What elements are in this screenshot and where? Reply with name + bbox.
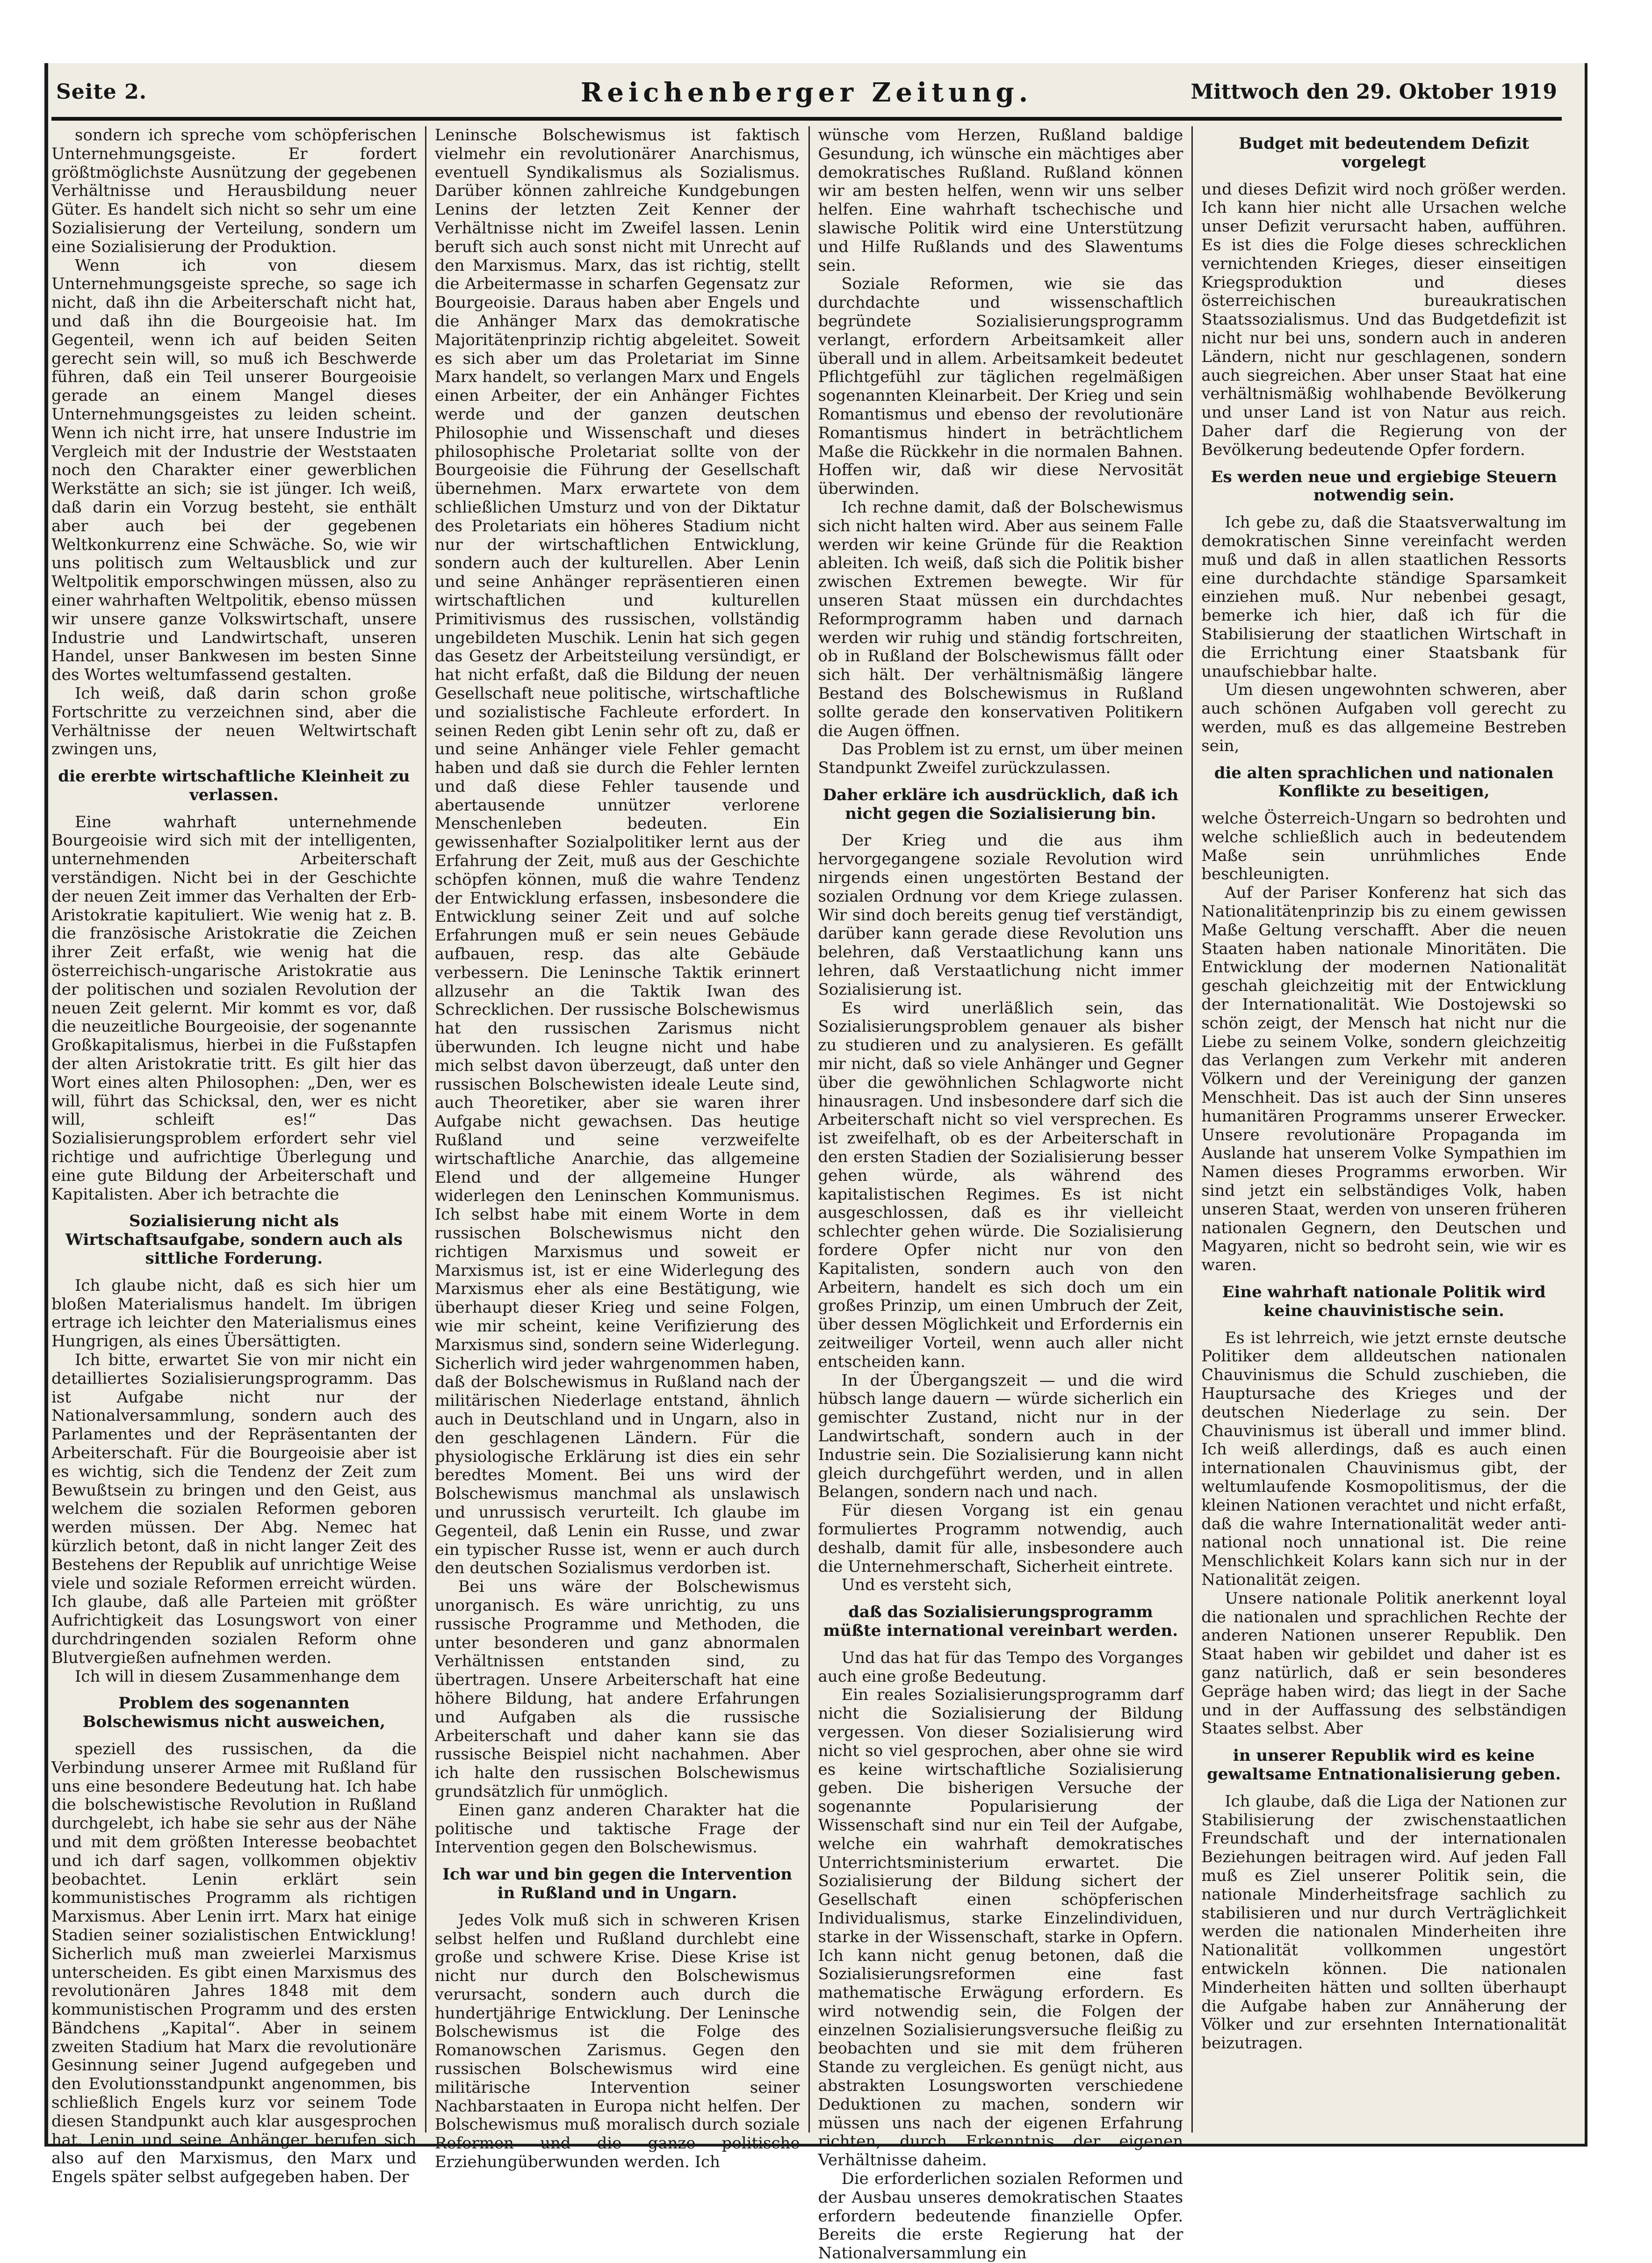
- article-paragraph: wünsche vom Herzen, Rußland baldige Gesundung, ich wünsche ein mächtiges aber demokratisches Rußland. Rußland können wir am besten helfen, wenn wir uns selber helfen. Eine wahrhaft tschechische und slawische Politik wird eine Unterstützung und Hilfe Rußlands und des Slawentums sein.: [818, 126, 1183, 275]
- article-paragraph: Ich glaube, daß die Liga der Nationen zur Stabilisierung der zwischenstaatlichen Freundschaft und der internationalen Beziehungen beitragen wird. Auf jeden Fall muß es Ziel unserer Politik sein, die nationale Minderheitsfrage sachlich zu stabilisieren und nur durch Verträglichkeit werden die nationalen Minderheiten ihre Nationalität vollkommen ungestört entwickeln können. Die nationalen Minderheiten hätten und sollten überhaupt die Aufgabe haben zur Annäherung der Völker und zur ersehnten Internationalität beizutragen.: [1201, 1792, 1566, 2053]
- article-paragraph: speziell des russischen, da die Verbindung unserer Armee mit Rußland für uns eine besondere Bedeutung hat. Ich habe die bolschewistische Revolution in Rußland durchgelebt, ich habe sie sehr aus der Nähe und mit dem größten Interesse beobachtet und ich darf sagen, vollkommen objektiv beobachtet. Lenin erklärt sein kommunistisches Programm als richtigen Marxismus. Aber Lenin irrt. Marx hat einige Stadien seiner sozialistischen Entwicklung! Sicherlich muß man zweierlei Marxismus unterscheiden. Es gibt einen Marxismus des revolutionären Jahres 1848 mit dem kommunistischen Programm und des ersten Bändchens „Kapital“. Aber in seinem zweiten Stadium hat Marx die revolutionäre Gesinnung seiner Jugend aufgegeben und den Evolutionsstandpunkt angenommen, bis schließlich Engels kurz vor seinem Tode diesen Standpunkt auch klar ausgesprochen hat. Lenin und seine Anhänger berufen sich also auf den Marxismus, den Marx und Engels später selbst aufgegeben haben. Der: [51, 1739, 417, 2187]
- article-paragraph: Für diesen Vorgang ist ein genau formuliertes Programm notwendig, auch deshalb, damit für alle, insbesondere auch die Unternehmerschaft, Sicherheit eintrete.: [818, 1501, 1183, 1576]
- page-header: [51, 77, 1562, 110]
- article-paragraph: Um diesen ungewohnten schweren, aber auch schönen Aufgaben voll gerecht zu werden, muß es das allgemeine Bestreben sein,: [1201, 680, 1566, 755]
- article-paragraph: Ich weiß, daß darin schon große Fortschritte zu verzeichnen sind, aber die Verhältnisse der neuen Weltwirtschaft zwingen uns,: [51, 684, 417, 759]
- article-paragraph: Einen ganz anderen Charakter hat die politische und taktische Frage der Intervention gegen den Bolschewismus.: [434, 1800, 800, 1857]
- article-paragraph: und dieses Defizit wird noch größer werden. Ich kann hier nicht alle Ursachen welche unser Defizit verursacht haben, aufführen. Es ist dies die Folge dieses schrecklichen vernichtenden Krieges, dieser einseitigen Kriegsproduktion und dieses österreichischen bureaukratischen Staatssozialismus. Und das Budgetdefizit ist nicht nur bei uns, sondern auch in anderen Ländern, nicht nur geschlagenen, sondern auch siegreichen. Aber unser Staat hat eine verhältnismäßig wohlhabende Bevölkerung und unser Land ist von Natur aus reich. Daher darf die Regierung von der Bevölkerung bedeutende Opfer fordern.: [1201, 180, 1566, 459]
- article-paragraph: Ich rechne damit, daß der Bolschewismus sich nicht halten wird. Aber aus seinem Falle werden wir keine Gründe für die Reaktion ableiten. Ich weiß, daß sich die Politik bisher zwischen Extremen bewegte. Wir für unseren Staat müssen ein durchdachtes Reformprogramm haben und darnach werden wir ruhig und ständig fortschreiten, ob in Rußland der Bolschewismus fällt oder sich hält. Der verhältnismäßig längere Bestand des Bolschewismus in Rußland sollte gerade den konservativen Politikern die Augen öffnen.: [818, 498, 1183, 740]
- article-paragraph: Ich glaube nicht, daß es sich hier um bloßen Materialismus handelt. Im übrigen ertrage ich leichter den Materialismus eines Hungrigen, als eines Übersättigten.: [51, 1276, 417, 1351]
- article-column: [434, 126, 800, 2172]
- section-heading: Eine wahrhaft nationale Politik wird keine chauvinistische sein.: [1222, 1283, 1546, 1320]
- article-paragraph: Ich will in diesem Zusammenhange dem: [75, 1667, 400, 1686]
- newspaper-masthead: Reichenberger Zeitung.: [580, 77, 1033, 108]
- article-paragraph: Auf der Pariser Konferenz hat sich das Nationalitätenprinzip bis zu einem gewissen Maße Geltung verschafft. Aber die neuen Staaten haben nationale Minoritäten. Die Entwicklung der modernen Nationalität geschah gleichzeitig mit der Entwicklung der Internationalität. Wie Dostojewski so schön zeigt, der Mensch hat nicht nur die Liebe zu seinem Volke, sondern gleichzeitig das Verlangen zum Verkehr mit anderen Völkern und der Vereinigung der ganzen Menschheit. Das ist auch der Sinn unseres humanitären Programms unserer Erwecker. Unsere revolutionäre Propaganda im Auslande hat unserem Volke Sympathien im Namen dieses Programms erworben. Wir sind jetzt ein selbständiges Volk, haben unseren Staat, werden von unseren früheren nationalen Gegnern, den Deutschen und Magyaren, nicht so bedroht sein, wie wir es waren.: [1201, 883, 1566, 1275]
- article-paragraph: Wenn ich von diesem Unternehmungsgeiste spreche, so sage ich nicht, daß ihn die Arbeiterschaft nicht hat, und daß ihn die Bourgeoisie hat. Im Gegenteil, wenn ich auf beiden Seiten gerecht sein will, so muß ich Beschwerde führen, daß ein Teil unserer Bourgeoisie gerade an einem Mangel dieses Unternehmungsgeistes zu leiden scheint. Wenn ich nicht irre, hat unsere Industrie im Vergleich mit der Industrie der Weststaaten noch den Charakter einer gewerblichen Werkstätte an sich; sie ist jünger. Ich weiß, daß darin ein Vorzug besteht, sie enthält aber auch bei der gegebenen Weltkonkurrenz eine Schwäche. So, wie wir uns politisch zum Weltausblick und zur Weltpolitik emporschwingen müssen, also zu einer wahrhaften Weltpolitik, ebenso müssen wir unsere ganze Volkswirtschaft, unsere Industrie und Landwirtschaft, unseren Handel, unser Bankwesen im besten Sinne des Wortes weltumfassend gestalten.: [51, 256, 417, 685]
- section-heading: die alten sprachlichen und nationalen Konflikte zu beseitigen,: [1214, 763, 1554, 801]
- article-paragraph: Jedes Volk muß sich in schweren Krisen selbst helfen und Rußland durchlebt eine große und schwere Krise. Diese Krise ist nicht nur durch den Bolschewismus verursacht, sondern auch durch die hundertjährige Entwicklung. Der Leninsche Bolschewismus ist die Folge des Romanowschen Zarismus. Gegen den russischen Bolschewismus wird eine militärische Intervention seiner Nachbarstaaten in Europa nicht helfen. Der Bolschewismus muß moralisch durch soziale Reformen und die ganze politische Erziehungüberwunden werden. Ich: [434, 1910, 800, 2172]
- article-paragraph: In der Übergangszeit — und die wird hübsch lange dauern — würde sicherlich ein gemischter Zustand, nicht nur in der Landwirtschaft, sondern auch in der Industrie sein. Die Sozialisierung kann nicht gleich durchgeführt werden, und in allen Belangen, sondern nach und nach.: [818, 1371, 1183, 1502]
- header-rule: [51, 117, 1562, 121]
- article-column: [51, 126, 417, 2187]
- article-paragraph: Ein reales Sozialisierungsprogramm darf nicht die Sozialisierung der Bildung vergessen. Von dieser Sozialisierung wird nicht so viel gesprochen, aber ohne sie wird es keine wirtschaftliche Sozialisierung geben. Die bisherigen Versuche der sogenannte Popularisierung der Wissenschaft sind nur ein Teil der Aufgabe, welche ein wahrhaft demokratisches Unterrichtsministerium erwartet. Die Sozialisierung der Bildung sichert der Gesellschaft einen schöpferischen Individualismus, starke Einzelindividuen, starke in der Wissenschaft, starke in Opfern. Ich kann nicht genug betonen, daß die Sozialisierungsreformen eine fast mathematische Erwägung erfordern. Es wird notwendig sein, die Folgen der einzelnen Sozialisierungsversuche fleißig zu beobachten und sie mit dem früheren Stande zu vergleichen. Es genügt nicht, aus abstrakten Losungsworten verschiedene Deduktionen zu machen, sondern wir müssen uns nach der eigenen Erfahrung richten, durch Erkenntnis der eigenen Verhältnisse daheim.: [818, 1685, 1183, 2170]
- article-paragraph: Das Problem ist zu ernst, um über meinen Standpunkt Zweifel zurückzulassen.: [818, 740, 1183, 778]
- section-heading: Budget mit bedeutendem Defizit vorgelegt: [1239, 134, 1529, 172]
- section-heading: daß das Sozialisierungsprogramm müßte international vereinbart werden.: [823, 1603, 1178, 1640]
- article-paragraph: Bei uns wäre der Bolschewismus unorganisch. Es wäre unrichtig, zu uns russische Programme und Methoden, die unter besonderen und ganz abnormalen Verhältnissen entstanden sind, zu übertragen. Unsere Arbeiterschaft hat eine höhere Bildung, hat andere Erfahrungen und Aufgaben als die russische Arbeiterschaft und daher kann sie das russische Beispiel nicht nachahmen. Aber ich halte den russischen Bolschewismus grundsätzlich für unmöglich.: [434, 1577, 800, 1801]
- article-paragraph: welche Österreich-Ungarn so bedrohten und welche schließlich auch in bedeutendem Maße sein unrühmliches Ende beschleunigten.: [1201, 809, 1566, 884]
- issue-date: Mittwoch den 29. Oktober 1919: [1190, 80, 1557, 104]
- article-paragraph: Die erforderlichen sozialen Reformen und der Ausbau unseres demokratischen Staates erfordern bedeutende finanzielle Opfer. Bereits die erste Regierung hat der Nationalversammlung ein: [818, 2169, 1183, 2263]
- article-paragraph: Eine wahrhaft unternehmende Bourgeoisie wird sich mit der intelligenten, unternehmenden Arbeiterschaft verständigen. Nicht bei in der Geschichte der neuen Zeit immer das Verhalten der Erb-Aristokratie kapituliert. Wie wenig hat z. B. die französische Aristokratie die Zeichen ihrer Zeit erfaßt, wie wenig hat die österreichisch-ungarische Aristokratie aus der politischen und sozialen Revolution der neuen Zeit gelernt. Mir kommt es vor, daß die neuzeitliche Bourgeoisie, der sogenannte Großkapitalismus, hierbei in die Fußstapfen der alten Aristokratie tritt. Es gilt hier das Wort eines alten Philosophen: „Den, wer es will, führt das Schicksal, den, wer es nicht will, schleift es!“ Das Sozialisierungsproblem erfordert sehr viel richtige und aufrichtige Überlegung und eine gute Bildung der Arbeiterschaft und Kapitalisten. Aber ich betrachte die: [51, 812, 417, 1204]
- article-paragraph: Es wird unerläßlich sein, das Sozialisierungsproblem genauer als bisher zu studieren und zu analysieren. Es gefällt mir nicht, daß so viele Anhänger und Gegner über die gewöhnlichen Schlagworte nicht hinausragen. Und insbesondere darf sich die Arbeiterschaft nicht so viel versprechen. Es ist zweifelhaft, ob es der Arbeiterschaft in den ersten Stadien der Sozialisierung besser gehen würde, als während des kapitalistischen Regimes. Es ist nicht ausgeschlossen, daß es ihr vielleicht schlechter gehen würde. Die Sozialisierung fordere Opfer nicht nur von den Kapitalisten, sondern auch von den Arbeitern, handelt es sich doch um ein großes Prinzip, um einen Umbruch der Zeit, über dessen Möglichkeit und Erfordernis ein zeitweiliger Vorteil, wenn auch aller nicht entscheiden kann.: [818, 998, 1183, 1371]
- article-paragraph: Ich gebe zu, daß die Staatsverwaltung im demokratischen Sinne vereinfacht werden muß und daß in allen staatlichen Ressorts eine durchdachte ständige Sparsamkeit einziehen muß. Nur nebenbei gesagt, bemerke ich hier, daß ich für die Stabilisierung der staatlichen Wirtschaft in die Errichtung einer Staatsbank für unaufschiebbar halte.: [1201, 513, 1566, 681]
- article-paragraph: Leninsche Bolschewismus ist faktisch vielmehr ein revolutionärer Anarchismus, eventuell Syndikalismus als Sozialismus. Darüber können zahlreiche Kundgebungen Lenins der letzten Zeit Kenner der Verhältnisse nicht im Zweifel lassen. Lenin beruft sich auch sonst nicht mit Unrecht auf den Marxismus. Marx, das ist richtig, stellt die Arbeitermasse in scharfen Gegensatz zur Bourgeoisie. Daraus haben aber Engels und die Anhänger Marx das demokratische Majoritätenprinzip richtig abgeleitet. Soweit es sich aber um das Proletariat im Sinne Marx handelt, so verlangen Marx und Engels einen Arbeiter, der ein Anhänger Fichtes werde und der ganzen deutschen Philosophie und Wissenschaft und dieses philosophische Proletariat sollte von der Bourgeoisie die Führung der Gesellschaft übernehmen. Marx erwartete von dem schließlichen Umsturz und von der Diktatur des Proletariats ein höheres Stadium nicht nur der wirtschaftlichen Entwicklung, sondern auch der kulturellen. Aber Lenin und seine Anhänger repräsentieren einen wirtschaftlichen und kulturellen Primitivismus des russischen, vollständig ungebildeten Muschik. Lenin hat sich gegen das Gesetz der Arbeitsteilung versündigt, er hat nicht erfaßt, daß die Bildung der neuen Gesellschaft neue politische, wirtschaftliche und sozialistische Fachleute erfordert. In seinen Reden gibt Lenin sehr oft zu, daß er und seine Anhänger viele Fehler gemacht haben und daß sie durch die Fehler lernten und daß diese Fehler tausende und abertausende unnützer verlorene Menschenleben bedeuten. Ein gewissenhafter Sozialpolitiker lernt aus der Erfahrung der Zeit, muß aus der Geschichte schöpfen können, muß die wahre Tendenz der Entwicklung erfassen, insbesondere die Entwicklung seiner Zeit und auf solche Erfahrungen muß er sein neues Gebäude aufbauen, resp. das alte Gebäude verbessern. Die Leninsche Taktik erinnert allzusehr an die Taktik Iwan des Schrecklichen. Der russische Bolschewismus hat den russischen Zarismus nicht überwunden. Ich leugne nicht und habe mich selbst davon überzeugt, daß unter den russischen Bolschewisten ideale Leute sind, auch Theoretiker, aber sie waren ihrer Aufgabe nicht gewachsen. Das heutige Rußland und seine verzweifelte wirtschaftliche Anarchie, das allgemeine Elend und der allgemeine Hunger widerlegen den Leninschen Kommunismus. Ich selbst habe mit einem Worte in dem russischen Bolschewismus nicht den richtigen Marxismus und soweit er Marxismus ist, ist er eine Widerlegung des Marxismus eher als eine Bestätigung, wie überhaupt dieser Krieg und seine Folgen, wie mir scheint, keine Verifizierung des Marxismus sind, sondern seine Widerlegung. Sicherlich wird jeder wahrgenommen haben, daß der Bolschewismus in Rußland nach der militärischen Niederlage entstand, ähnlich auch in Deutschland und in Ungarn, also in den geschlagenen Ländern. Für die physiologische Erklärung ist dies ein sehr beredtes Moment. Bei uns wird der Bolschewismus manchmal als unslawisch und unrussisch verurteilt. Ich glaube im Gegenteil, daß Lenin ein Russe, und zwar ein typischer Russe ist, wenn er auch durch den deutschen Sozialismus verdorben ist.: [434, 126, 800, 1578]
- section-heading: in unserer Republik wird es keine gewaltsame Entnationalisierung geben.: [1207, 1746, 1561, 1784]
- article-paragraph: Soziale Reformen, wie sie das durchdachte und wissenschaftlich begründete Sozialisierungsprogramm verlangt, erfordern Arbeitsamkeit aller überall und in allem. Arbeitsamkeit bedeutet Pflichtgefühl zur täglichen regelmäßigen sogenannten Kleinarbeit. Der Krieg und sein Romantismus und ebenso der revolutionäre Romantismus hindert in beträchtlichem Maße die Rückkehr in die normalen Bahnen. Hoffen wir, daß wir diese Nervosität überwinden.: [818, 275, 1183, 499]
- article-paragraph: sondern ich spreche vom schöpferischen Unternehmungsgeiste. Er fordert größtmöglichste Ausnützung der gegebenen Verhältnisse und Herausbildung neuer Güter. Es handelt sich nicht so sehr um eine Sozialisierung der Verteilung, sondern um eine Sozialisierung der Produktion.: [51, 126, 417, 256]
- section-heading: Ich war und bin gegen die Intervention in Rußland und in Ungarn.: [442, 1865, 793, 1902]
- article-paragraph: Es ist lehrreich, wie jetzt ernste deutsche Politiker dem alldeutschen nationalen Chauvinismus die Schuld zuschieben, die Hauptursache des Krieges und der deutschen Niederlage zu sein. Der Chauvinismus ist überall und immer blind. Ich weiß allerdings, daß es auch einen internationalen Chauvinismus gibt, der weltumlaufende Kosmopolitismus, der die kleinen Nationen verachtet und nicht erfaßt, daß die wahre Internationalität weder anti-national noch unnational ist. Die reine Menschlichkeit Kolars kann sich nur in der Nationalität zeigen.: [1201, 1328, 1566, 1589]
- article-paragraph: Unsere nationale Politik anerkennt loyal die nationalen und sprachlichen Rechte der anderen Nationen unserer Republik. Den Staat haben wir gebildet und daher ist es ganz natürlich, daß er sein besonderes Gepräge haben wird; das liegt in der Sache und in der Auffassung des selbständigen Staates selbst. Aber: [1201, 1589, 1566, 1738]
- section-heading: Sozialisierung nicht als Wirtschaftsaufgabe, sondern auch als sittliche Forderung.: [65, 1212, 403, 1268]
- column-divider: [425, 126, 426, 2133]
- column-divider: [1191, 126, 1193, 2133]
- article-paragraph: Ich bitte, erwartet Sie von mir nicht ein detailliertes Sozialisierungsprogramm. Das ist Aufgabe nicht nur der Nationalversammlung, sondern auch des Parlamentes und der Repräsentanten der Arbeiterschaft. Für die Bourgeoisie aber ist es wichtig, sich die Tendenz der Zeit zum Bewußtsein zu bringen und den Geist, aus welchem die sozialen Reformen geboren werden müssen. Der Abg. Nemec hat kürzlich betont, daß in nicht langer Zeit des Bestehens der Republik auf unrichtige Weise viele und soziale Reformen erreicht würden. Ich glaube, daß alle Parteien mit größter Aufrichtigkeit das Losungswort von einer durchdringenden sozialen Reform ohne Blutvergießen aufnehmen werden.: [51, 1351, 417, 1667]
- article-paragraph: Und das hat für das Tempo des Vorganges auch eine große Bedeutung.: [818, 1648, 1183, 1686]
- section-heading: die ererbte wirtschaftliche Kleinheit zu verlassen.: [58, 767, 410, 804]
- article-column: [818, 126, 1183, 2263]
- section-heading: Problem des sogenannten Bolschewismus nicht ausweichen,: [82, 1694, 386, 1732]
- article-columns: [51, 126, 1566, 2263]
- section-heading: Es werden neue und ergiebige Steuern notwendig sein.: [1211, 467, 1557, 505]
- article-paragraph: Und es versteht sich,: [841, 1576, 1012, 1595]
- article-column: [1201, 126, 1566, 2133]
- column-divider: [808, 126, 810, 2133]
- article-paragraph: Der Krieg und die aus ihm hervorgegangene soziale Revolution wird nirgends einen ungestörten Bestand der sozialen Ordnung vor dem Kriege zulassen. Wir sind doch bereits genug tief verständigt, darüber kann gerade diese Revolution uns belehren, daß Verstaatlichung kann uns lehren, daß Verstaatlichung nicht immer Sozialisierung ist.: [818, 831, 1183, 999]
- page-number: Seite 2.: [56, 80, 147, 104]
- section-heading: Daher erkläre ich ausdrücklich, daß ich nicht gegen die Sozialisierung bin.: [822, 785, 1179, 823]
